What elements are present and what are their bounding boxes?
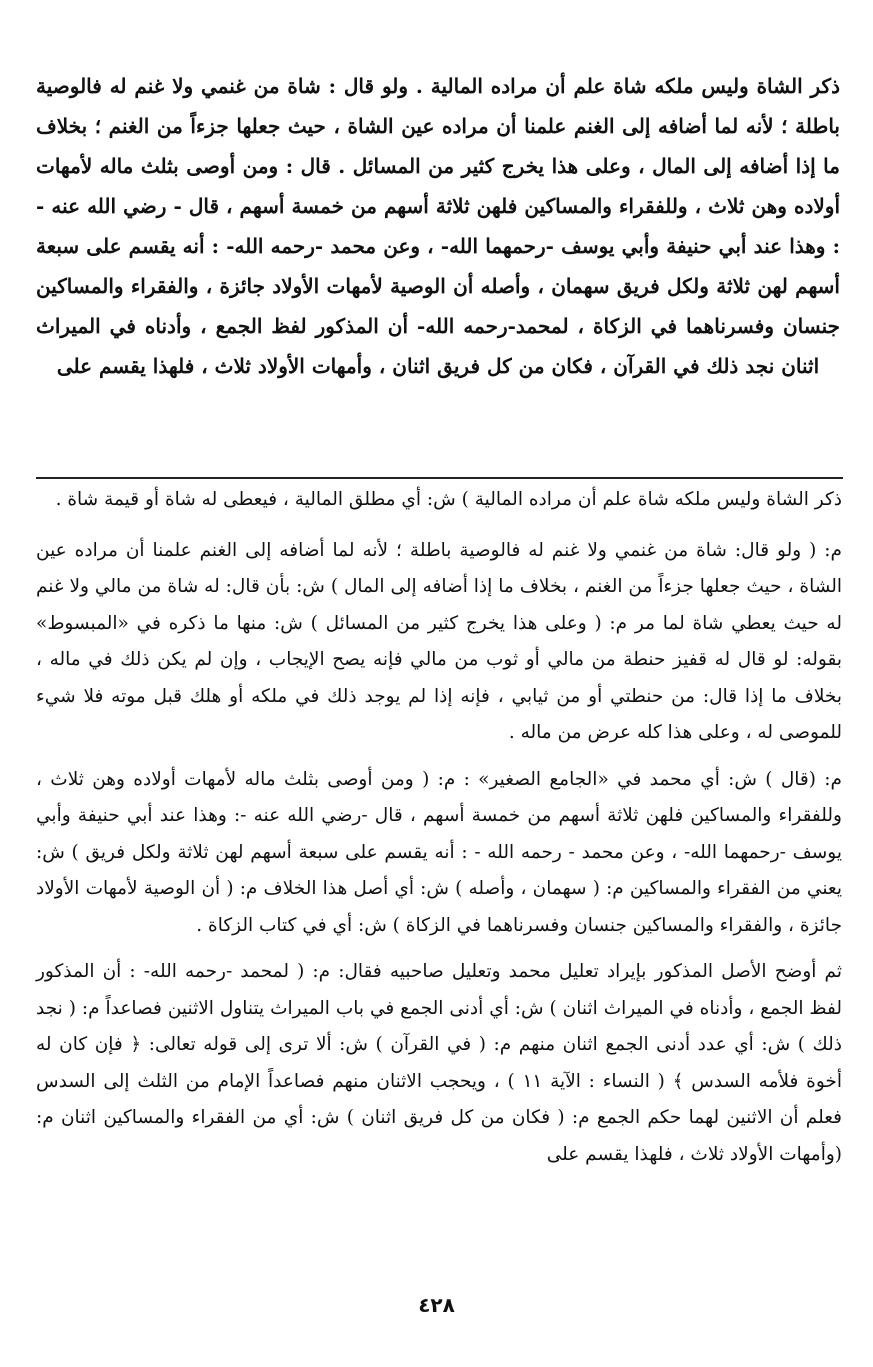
commentary-paragraph: ثم أوضح الأصل المذكور بإيراد تعليل محمد وتعليل صاحبيه فقال: م: ( لمحمد -رحمه الله- : أن المذكور لفظ الجمع ، وأدناه في الميراث اثنان ) ش: أي أدنى الجمع في باب الميراث يتناول الاثنين فصاعداً م: ( نجد ذلك ) ش: أي عدد أدنى الجمع اثنان منهم م: ( في القرآن ) ش: ألا ترى إلى قوله تعالى: ﴿ فإن كان له أخوة فلأمه السدس ﴾ ( النساء : الآية ١١ ) ، ويحجب الاثنان منهم فصاعداً الإمام من الثلث إلى السدس فعلم أن الاثنين لهما حكم الجمع م: ( فكان من كل فريق اثنان ) ش: أي من الفقراء والمساكين اثنان م: (وأمهات الأولاد ثلاث ، فلهذا يقسم على — [36, 961, 842, 1165]
main-text-block: ذكر الشاة وليس ملكه شاة علم أن مراده المالية . ولو قال : شاة من غنمي ولا غنم له فالوصية باطلة ؛ لأنه لما أضافه إلى الغنم علمنا أن مراده عين الشاة ، حيث جعلها جزءاً من الغنم ؛ بخلاف ما إذا أضافه إلى المال ، وعلى هذا يخرج كثير من المسائل . قال : ومن أوصى بثلث ماله لأمهات أولاده وهن ثلاث ، وللفقراء والمساكين فلهن ثلاثة أسهم من خمسة أسهم ، قال - رضي الله عنه - : وهذا عند أبي حنيفة وأبي يوسف -رحمهما الله- ، وعن محمد -رحمه الله- : أنه يقسم على سبعة أسهم لهن ثلاثة ولكل فريق سهمان ، وأصله أن الوصية لأمهات الأولاد جائزة ، والفقراء والمساكين جنسان وفسرناهما في الزكاة ، لمحمد-رحمه الله- أن المذكور لفظ الجمع ، وأدناه في الميراث اثنان نجد ذلك في القرآن ، فكان من كل فريق اثنان ، وأمهات الأولاد ثلاث ، فلهذا يقسم على — [36, 74, 840, 378]
commentary-paragraph: ذكر الشاة وليس ملكه شاة علم أن مراده المالية ) ش: أي مطلق المالية ، فيعطى له شاة أو قيمة شاة . — [55, 489, 842, 510]
commentary-paragraph: م: ( ولو قال: شاة من غنمي ولا غنم له فالوصية باطلة ؛ لأنه لما أضافه إلى الغنم علمنا أن مراده عين الشاة ، حيث جعلها جزءاً من الغنم ، بخلاف ما إذا أضافه إلى المال ) ش: بأن قال: له شاة من مالي ولا غنم له حيث يعطي شاة لما مر م: ( وعلى هذا يخرج كثير من المسائل ) ش: منها ما ذكره في «المبسوط» بقوله: لو قال له قفيز حنطة من مالي أو ثوب من مالي فإنه يصح الإيجاب ، وإن لم يكن ذلك في ماله ، بخلاف ما إذا قال: من حنطتي أو من ثيابي ، فإنه إذا لم يوجد ذلك في ملكه أو هلك قبل موته فلا شيء للموصى له ، وعلى هذا كله عرض من ماله . — [36, 539, 842, 743]
commentary-paragraph: م: (قال ) ش: أي محمد في «الجامع الصغير» : م: ( ومن أوصى بثلث ماله لأمهات أولاده وهن ثلاث ، وللفقراء والمساكين فلهن ثلاثة أسهم من خمسة أسهم ، قال -رضي الله عنه -: وهذا عند أبي حنيفة وأبي يوسف -رحمهما الله- ، وعن محمد - رحمه الله - : أنه يقسم على سبعة أسهم لهن ثلاثة ولكل فريق ) ش: يعني من الفقراء والمساكين م: ( سهمان ، وأصله ) ش: أي أصل هذا الخلاف م: ( أن الوصية لأمهات الأولاد جائزة ، والفقراء والمساكين جنسان وفسرناهما في الزكاة ) ش: أي في كتاب الزكاة . — [36, 768, 842, 936]
page-number: ٤٢٨ — [418, 1293, 455, 1317]
footnote-divider — [36, 477, 843, 479]
commentary-block — [36, 482, 842, 1183]
